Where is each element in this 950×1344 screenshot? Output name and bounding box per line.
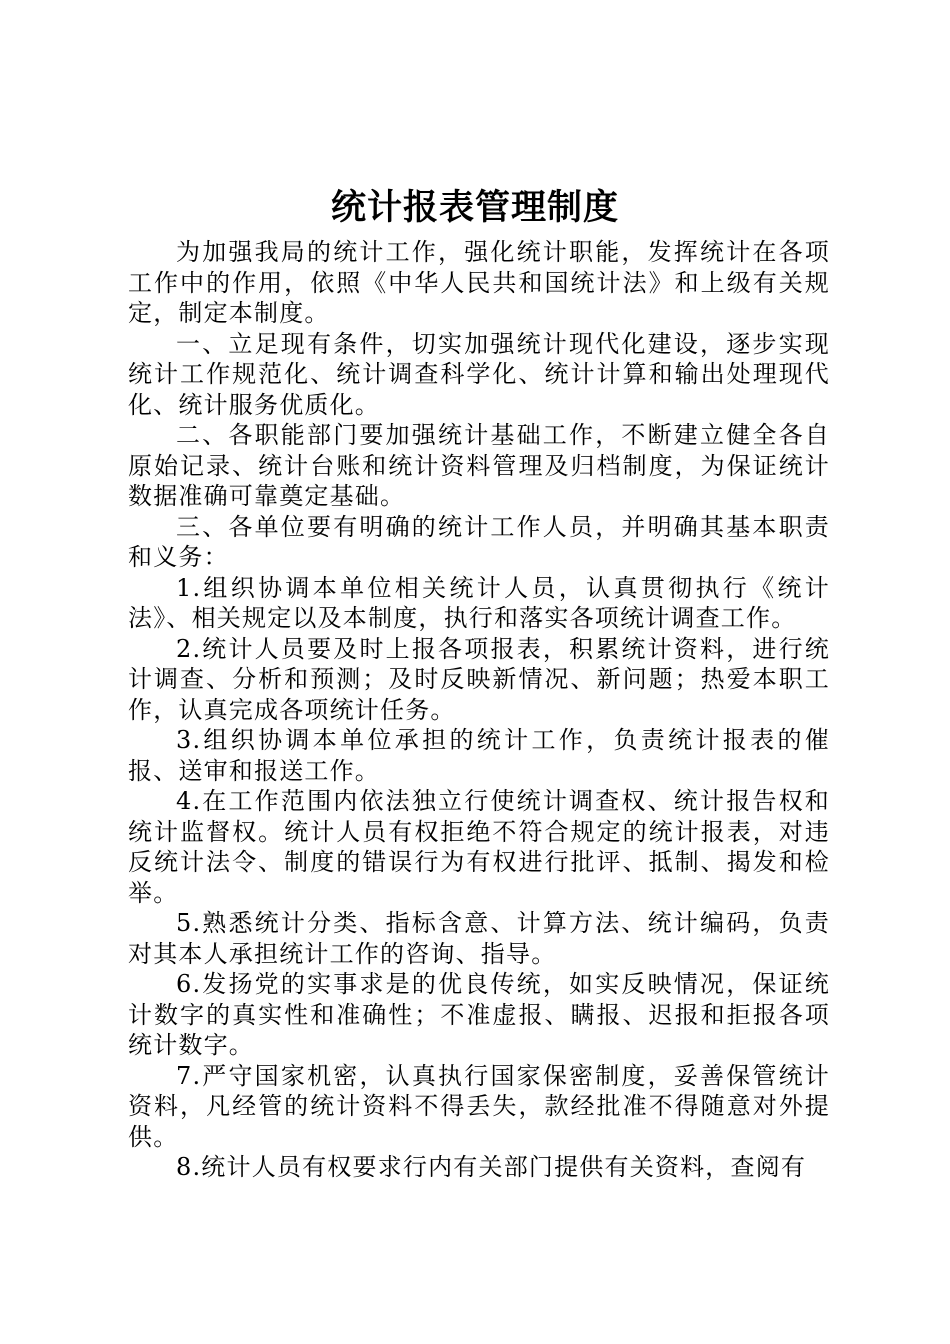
paragraph-item-4: 4.在工作范围内依法独立行使统计调查权、统计报告权和统计监督权。统计人员有权拒绝不符合规定的统计报表，对违反统计法令、制度的错误行为有权进行批评、抵制、揭发和检举。 bbox=[128, 787, 830, 907]
paragraph-section-1: 一、立足现有条件，切实加强统计现代化建设，逐步实现统计工作规范化、统计调查科学化、统计计算和输出处理现代化、统计服务优质化。 bbox=[128, 329, 830, 419]
document-body bbox=[128, 237, 830, 1183]
paragraph-section-3: 三、各单位要有明确的统计工作人员，并明确其基本职责和义务： bbox=[128, 512, 830, 571]
paragraph-intro: 为加强我局的统计工作，强化统计职能，发挥统计在各项工作中的作用，依照《中华人民共和国统计法》和上级有关规定，制定本制度。 bbox=[128, 238, 830, 327]
paragraph-item-2: 2.统计人员要及时上报各项报表，积累统计资料，进行统计调查、分析和预测；及时反映新情况、新问题；热爱本职工作，认真完成各项统计任务。 bbox=[128, 634, 830, 724]
paragraph-item-5: 5.熟悉统计分类、指标含意、计算方法、统计编码，负责对其本人承担统计工作的咨询、指导。 bbox=[128, 909, 830, 968]
paragraph-item-1: 1.组织协调本单位相关统计人员，认真贯彻执行《统计法》、相关规定以及本制度，执行和落实各项统计调查工作。 bbox=[128, 573, 830, 632]
paragraph-item-7: 7.严守国家机密，认真执行国家保密制度，妥善保管统计资料，凡经管的统计资料不得丢失，款经批准不得随意对外提供。 bbox=[128, 1061, 830, 1151]
document-title: 统计报表管理制度 bbox=[330, 188, 619, 228]
paragraph-item-6: 6.发扬党的实事求是的优良传统，如实反映情况，保证统计数字的真实性和准确性；不准虚报、瞒报、迟报和拒报各项统计数字。 bbox=[128, 970, 830, 1059]
paragraph-section-2: 二、各职能部门要加强统计基础工作，不断建立健全各自原始记录、统计台账和统计资料管理及归档制度，为保证统计数据准确可靠奠定基础。 bbox=[128, 421, 830, 510]
paragraph-item-8: 8.统计人员有权要求行内有关部门提供有关资料，查阅有 bbox=[176, 1153, 807, 1181]
paragraph-item-3: 3.组织协调本单位承担的统计工作，负责统计报表的催报、送审和报送工作。 bbox=[128, 726, 830, 785]
